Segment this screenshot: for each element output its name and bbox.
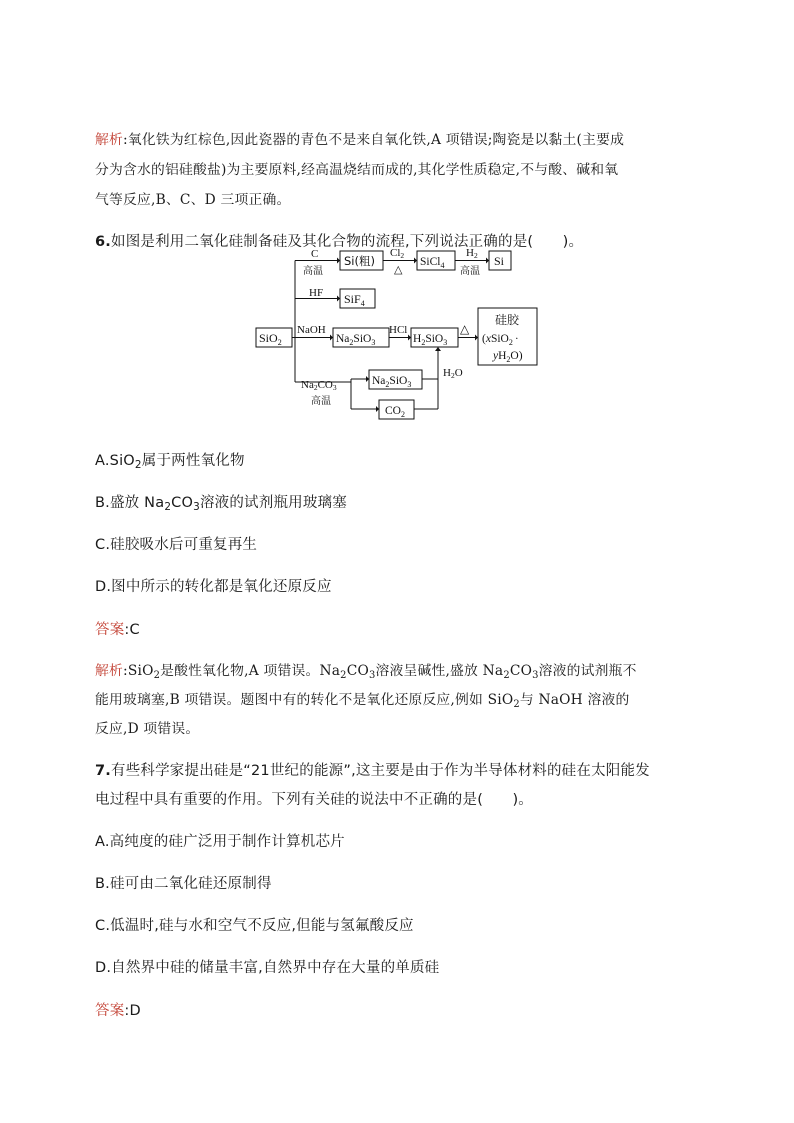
prev-solution-line-3: 气等反应,B、C、D 三项正确。 — [95, 192, 291, 208]
svg-text:SiO2: SiO$_2$ — [259, 331, 282, 347]
question-7-stem-1: 7.有些科学家提出硅是“21世纪的能源”,这主要是由于作为半导体材料的硅在太阳能发 — [95, 763, 650, 779]
reagent-c: C — [311, 248, 319, 260]
cond-high-temp-3: 高温 — [311, 396, 331, 407]
q6-option-b: B.盛放 $Na_2CO_3$溶液的试剂瓶用玻璃塞 — [95, 495, 347, 513]
heat-1: △ — [394, 264, 403, 276]
heat-2: △ — [460, 322, 470, 336]
prev-solution-line-1: 解析:氧化铁为红棕色,因此瓷器的青色不是来自氧化铁,A 项错误;陶瓷是以黏土(主要成 — [95, 132, 625, 148]
answer-label: 答案 — [95, 622, 125, 638]
svg-text:H2: H2 — [466, 247, 478, 260]
q7-option-a: A.高纯度的硅广泛用于制作计算机芯片 — [95, 834, 345, 850]
reagent-naoh: NaOH — [297, 324, 326, 336]
svg-text:SiCl4: SiCl$_4$ — [420, 256, 445, 270]
question-number: 7. — [95, 763, 111, 779]
solution-label: 解析 — [95, 132, 123, 148]
svg-text:(xSiO2·: (xSiO$_2$ · — [482, 333, 519, 347]
silicon-flow-diagram — [253, 240, 593, 430]
svg-text:SiF4: SiF$_4$ — [344, 292, 365, 308]
q7-option-d: D.自然界中硅的储量丰富,自然界中存在大量的单质硅 — [95, 960, 440, 976]
q7-answer: 答案:D — [95, 1003, 141, 1019]
svg-text:CO2: $CO_2$ — [385, 405, 405, 419]
q6-solution-line-3: 反应,D 项错误。 — [95, 721, 200, 737]
cond-high-temp-2: 高温 — [460, 266, 480, 277]
q6-option-c: C.硅胶吸水后可重复再生 — [95, 537, 258, 553]
svg-text:H2O: H2O — [443, 367, 463, 380]
svg-text:Na2SiO3: $Na_2SiO_3$ — [336, 333, 376, 347]
reagent-hcl: HCl — [389, 324, 408, 336]
q6-solution-line-1: 解析:SiO$_2$是酸性氧化物,A 项错误。$Na_2CO_3$溶液呈碱性,盛放 $Na_2CO_3$溶液的试剂瓶不 — [95, 663, 637, 681]
q7-option-b: B.硅可由二氧化硅还原制得 — [95, 876, 272, 892]
svg-text:Cl2: Cl2 — [390, 247, 405, 260]
prev-solution-line-2: 分为含水的铝硅酸盐)为主要原料,经高温烧结而成的,其化学性质稳定,不与酸、碱和氧 — [95, 162, 619, 178]
q6-option-d: D.图中所示的转化都是氧化还原反应 — [95, 579, 332, 595]
si-crude: Si(粗) — [344, 254, 375, 268]
svg-text:yH2O): $yH_2O$) — [493, 350, 523, 364]
si-product: Si — [494, 254, 505, 268]
solution-label: 解析 — [95, 663, 123, 679]
question-7-stem-2: 电过程中具有重要的作用。下列有关硅的说法中不正确的是( )。 — [95, 792, 534, 808]
q7-option-c: C.低温时,硅与水和空气不反应,但能与氢氟酸反应 — [95, 918, 414, 934]
q6-solution-line-2: 能用玻璃塞,B 项错误。题图中有的转化不是氧化还原反应,例如 SiO$_2$与 NaOH 溶液的 — [95, 692, 630, 710]
reagent-hf: HF — [309, 287, 324, 299]
question-6-stem: 6.如图是利用二氧化硅制备硅及其化合物的流程,下列说法正确的是( )。 — [95, 234, 584, 250]
question-number: 6. — [95, 234, 111, 250]
svg-text:Na2SiO3: $Na_2SiO_3$ — [372, 375, 412, 389]
svg-text:Na2CO3: Na2CO3 — [301, 379, 337, 392]
cond-high-temp-1: 高温 — [303, 266, 323, 277]
q6-option-a: A.SiO$_2$属于两性氧化物 — [95, 453, 245, 471]
svg-text:H2SiO3: $H_2SiO_3$ — [413, 333, 448, 347]
answer-label: 答案 — [95, 1003, 125, 1019]
q6-answer: 答案:C — [95, 622, 140, 638]
silica-gel-label: 硅胶 — [495, 313, 520, 327]
